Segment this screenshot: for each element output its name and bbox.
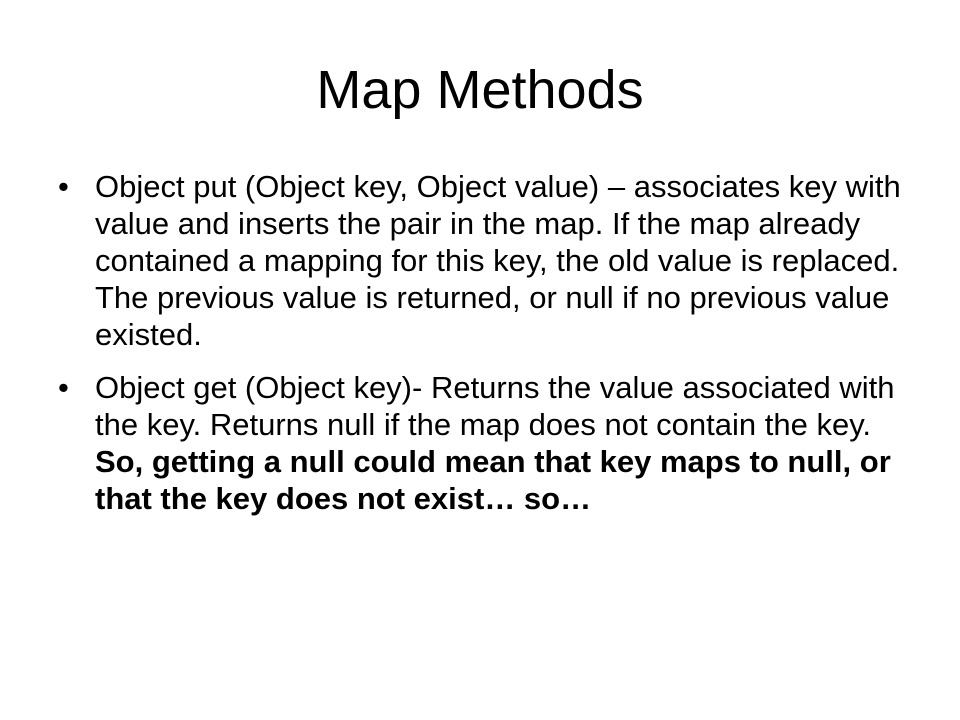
- bullet-marker: •: [58, 370, 69, 405]
- bullet-item-put: [58, 168, 908, 353]
- bullet-emphasis-text: So, getting a null could mean that key maps to null, or that the key does not exist… so…: [95, 444, 891, 516]
- bullet-text: Object put (Object key, Object value) – associates key with value and inserts the pair in the map. If the map already contained a mapping for this key, the old value is replaced. The previous value is returned, or null if no previous value existed.: [95, 169, 901, 352]
- bullet-item-get: [58, 369, 908, 517]
- bullet-marker: •: [58, 169, 69, 204]
- bullet-text: Object get (Object key)- Returns the value associated with the key. Returns null if the map does not contain the key.: [95, 370, 895, 442]
- bullet-list: [58, 168, 908, 533]
- slide-title: Map Methods: [316, 60, 644, 120]
